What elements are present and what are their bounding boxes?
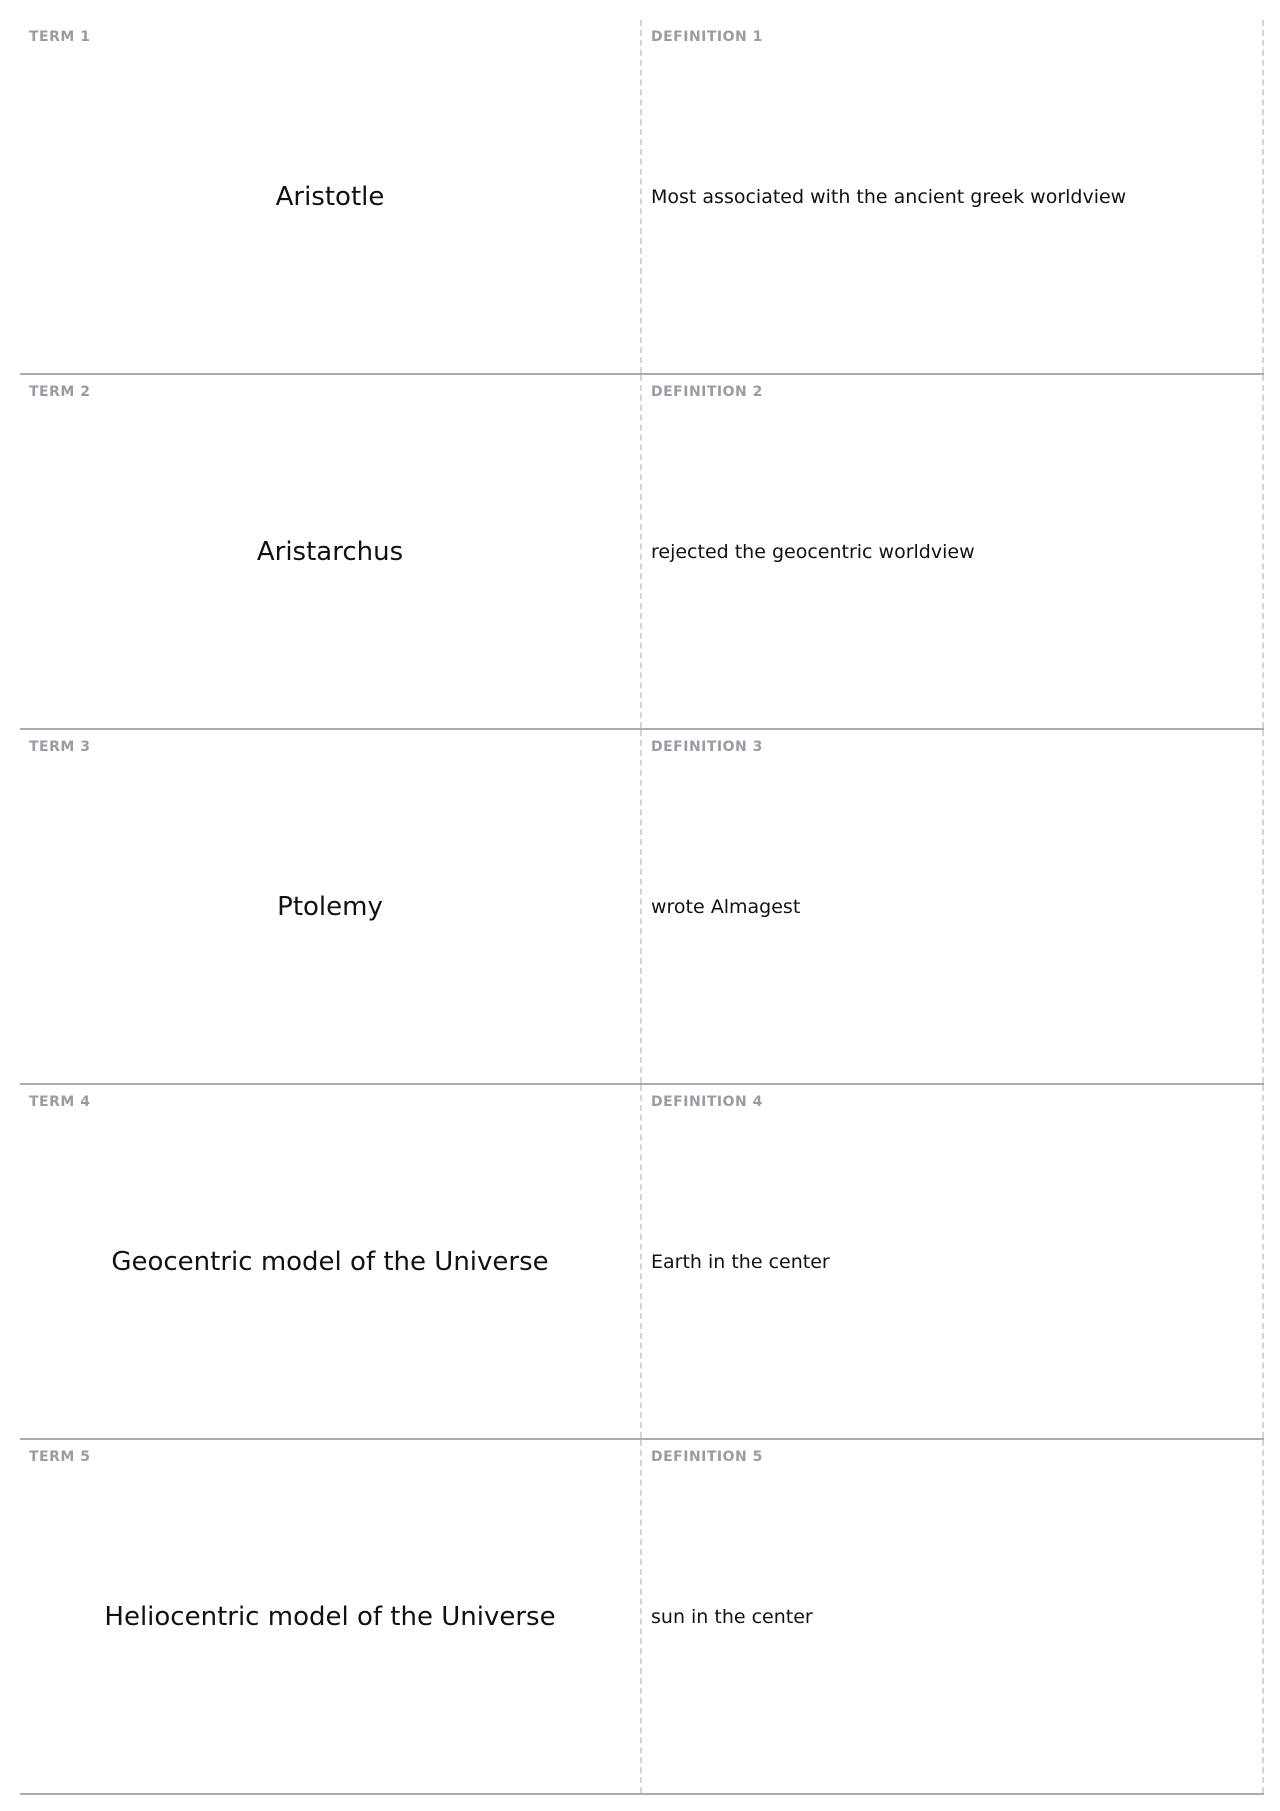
definition-text: Earth in the center bbox=[651, 1250, 830, 1273]
term-label: TERM 3 bbox=[29, 739, 91, 755]
definition-cell bbox=[642, 20, 1264, 373]
definition-text: rejected the geocentric worldview bbox=[651, 540, 975, 563]
definition-label: DEFINITION 2 bbox=[651, 384, 763, 400]
flashcard-row-4 bbox=[20, 1085, 1264, 1440]
term-text: Aristarchus bbox=[256, 536, 404, 567]
definition-label: DEFINITION 3 bbox=[651, 739, 763, 755]
term-label: TERM 1 bbox=[29, 29, 91, 45]
definition-text: wrote Almagest bbox=[651, 895, 801, 918]
term-cell bbox=[20, 1085, 642, 1438]
term-cell bbox=[20, 730, 642, 1083]
term-cell bbox=[20, 1440, 642, 1793]
definition-label: DEFINITION 5 bbox=[651, 1449, 763, 1465]
term-text: Heliocentric model of the Universe bbox=[104, 1601, 556, 1632]
term-label: TERM 2 bbox=[29, 384, 91, 400]
definition-text: Most associated with the ancient greek worldview bbox=[651, 185, 1127, 208]
term-label: TERM 4 bbox=[29, 1094, 91, 1110]
definition-cell bbox=[642, 375, 1264, 728]
term-label: TERM 5 bbox=[29, 1449, 91, 1465]
definition-label: DEFINITION 1 bbox=[651, 29, 763, 45]
term-cell bbox=[20, 20, 642, 373]
definition-text: sun in the center bbox=[651, 1605, 813, 1628]
flashcard-sheet bbox=[20, 20, 1264, 1795]
definition-cell bbox=[642, 1440, 1264, 1793]
definition-cell bbox=[642, 730, 1264, 1083]
term-text: Aristotle bbox=[275, 181, 385, 212]
flashcard-row-3 bbox=[20, 730, 1264, 1085]
term-text: Ptolemy bbox=[277, 891, 383, 922]
definition-label: DEFINITION 4 bbox=[651, 1094, 763, 1110]
flashcard-row-2 bbox=[20, 375, 1264, 730]
term-cell bbox=[20, 375, 642, 728]
definition-cell bbox=[642, 1085, 1264, 1438]
term-text: Geocentric model of the Universe bbox=[111, 1246, 549, 1277]
flashcard-row-5 bbox=[20, 1440, 1264, 1795]
flashcard-row-1 bbox=[20, 20, 1264, 375]
